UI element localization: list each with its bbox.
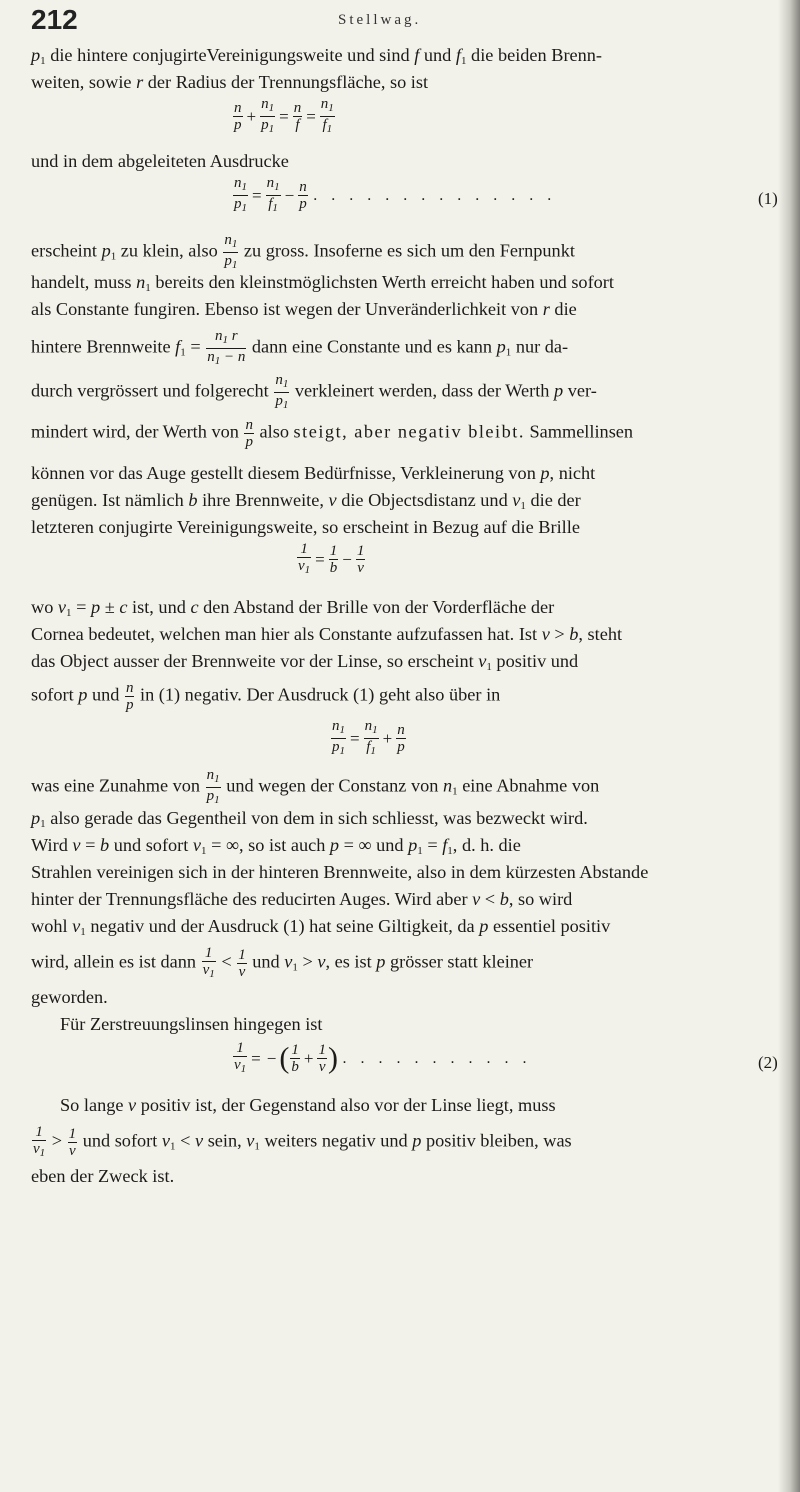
text-line-2: weiten, sowie r der Radius der Trennungsfläche, so ist [31,72,429,92]
text-line-11: genügen. Ist nämlich b ihre Brennweite, v die Objectsdistanz und $v_1$ die der [31,490,581,512]
equation-number-2: (2) [758,1053,778,1072]
text-line-10: können vor das Auge gestellt diesem Bedürfnisse, Verkleinerung von p, nicht [31,463,596,483]
equation-lens-sum: $\frac{n}{p}$ + $\frac{n_1}{p_1}$ = $\frac{n}{f}$ = $\frac{n_1}{f_1}$ [234,96,334,135]
equation-1: $\frac{n_1}{p_1}$ = $\frac{n_1}{f_1}$ − $\frac{n}{p}$ . . . . . . . . . . . . . . [234,175,557,214]
text-line-14: Cornea bedeutet, welchen man hier als Constante aufzufassen hat. Ist v > b, steht [31,624,623,644]
text-line-9: mindert wird, der Werth von $\frac{n}{p}$ also steigt, aber negativ bleibt. Sammellinsen [31,417,634,450]
text-line-17: was eine Zunahme von $\frac{n_1}{p_1}$ und wegen der Constanz von $n_1$ eine Abnahme von [31,767,600,806]
text-line-5: handelt, muss $n_1$ bereits den kleinstmöglichsten Werth erreicht haben und sofort [31,272,614,294]
text-line-25: Für Zerstreuungslinsen hingegen ist [60,1014,323,1034]
text-line-21: hinter der Trennungsfläche des reducirten Auges. Wird aber v < b, so wird [31,889,573,909]
page-number: 212 [31,4,78,35]
text-line-15: das Object ausser der Brennweite vor der Linse, so erscheint $v_1$ positiv und [31,651,579,673]
equation-2: $\frac{1}{v_1}$ = − ( $\frac{1}{b}$ + $\frac{1}{v}$ ) . . . . . . . . . . . [234,1040,532,1075]
equation-transformed: $\frac{n_1}{p_1}$ = $\frac{n_1}{f_1}$ + $\frac{n}{p}$ [332,718,405,757]
text-line-26: So lange v positiv ist, der Gegenstand also vor der Linse liegt, muss [60,1095,556,1115]
text-line-7: hintere Brennweite $f_1$ = $\frac{n_1 r}{n_1 - n}$ dann eine Constante und es kann $p_1$ nur da- [31,328,569,367]
text-line-20: Strahlen vereinigen sich in der hinteren Brennweite, also in dem kürzesten Abstande [31,862,649,882]
text-line-16: sofort p und $\frac{n}{p}$ in (1) negativ. Der Ausdruck (1) geht also über in [31,680,501,713]
text-line-27: $\frac{1}{v_1}$ > $\frac{1}{v}$ und sofort $v_1 < v$ sein, $v_1$ weiters negativ und p positiv bleiben, was [33,1124,572,1159]
text-line-24: geworden. [31,987,108,1007]
text-line-12: letzteren conjugirte Vereinigungsweite, so erscheint in Bezug auf die Brille [31,517,580,537]
text-line-19: Wird v = b und sofort $v_1$ = ∞, so ist auch p = ∞ und $p_1 = f_1$, d. h. die [31,835,521,857]
page-edge-shadow [778,0,800,1492]
text-line-18: $p_1$ also gerade das Gegentheil von dem in sich schliesst, was bezweckt wird. [31,808,588,830]
equation-number-1: (1) [758,189,778,208]
text-line-8: durch vergrössert und folgerecht $\frac{n_1}{p_1}$ verkleinert werden, dass der Werth p ver- [31,372,597,411]
text-line-28: eben der Zweck ist. [31,1166,175,1186]
text-line-22: wohl $v_1$ negativ und der Ausdruck (1) hat seine Giltigkeit, da p essentiel positiv [31,916,611,938]
running-title: Stellwag. [338,12,422,28]
text-line-1: $p_1$ die hintere conjugirteVereinigungsweite und sind f und $f_1$ die beiden Brenn- [31,45,603,67]
equation-spectacle: $\frac{1}{v_1}$ = $\frac{1}{b}$ − $\frac{1}{v}$ [298,541,365,576]
text-line-4: erscheint $p_1$ zu klein, also $\frac{n_1}{p_1}$ zu gross. Insoferne es sich um den Fernpunkt [31,232,575,271]
text-line-3: und in dem abgeleiteten Ausdrucke [31,151,289,171]
text-line-13: wo $v_1 = p \pm c$ ist, und c den Abstand der Brille von der Vorderfläche der [31,597,555,619]
text-line-6: als Constante fungiren. Ebenso ist wegen der Unveränderlichkeit von r die [31,299,577,319]
text-line-23: wird, allein es ist dann $\frac{1}{v_1}$ < $\frac{1}{v}$ und $v_1 > v$, es ist p grösser statt kleiner [31,945,534,980]
